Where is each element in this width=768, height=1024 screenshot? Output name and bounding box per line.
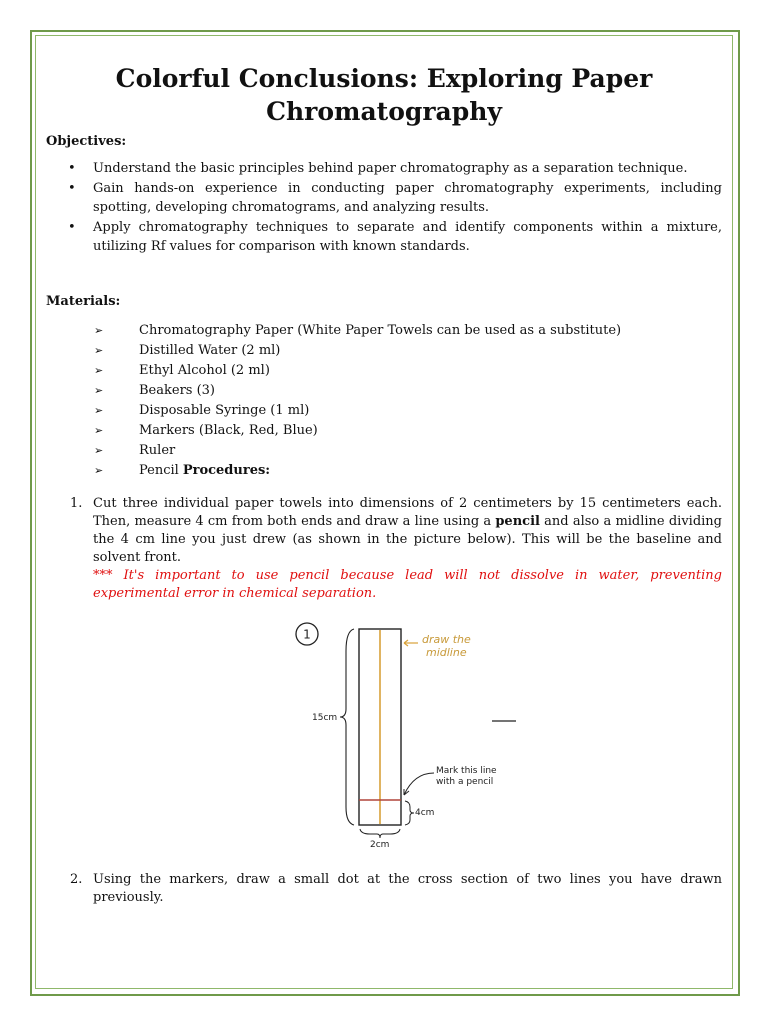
page-title: Colorful Conclusions: Exploring Paper Chromatography: [115, 64, 653, 126]
width-label: 2cm: [370, 840, 390, 849]
step-1-text-before: Cut three individual paper towels into dimensions of 2 centimeters by 15 centimeters each. Then, measure 4 cm from both ends and draw a line using a: [93, 496, 722, 529]
materials-heading: Materials:: [46, 294, 121, 309]
list-item: ➢ Distilled Water (2 ml): [46, 341, 722, 361]
objectives-list: [46, 159, 722, 256]
arrow-bullet-icon: ➢: [94, 344, 104, 357]
step-2-text: Using the markers, draw a small dot at the cross section of two lines you have drawn previously.: [93, 872, 722, 905]
arrow-bullet-icon: ➢: [94, 404, 104, 417]
arrow-bullet-icon: ➢: [94, 364, 104, 377]
step-1-text-after: and also a midline dividing the 4 cm line you just drew (as shown in the picture below). This will be the baseline and solvent front.: [93, 514, 723, 565]
base-label: 4cm: [415, 808, 435, 818]
list-item: • Apply chromatography techniques to separate and identify components within a mixture, utilizing Rf values for comparison with known standards.: [68, 220, 722, 254]
procedures-list: [46, 495, 722, 603]
procedures-heading: Procedures:: [182, 463, 271, 478]
list-item: ➢ Markers (Black, Red, Blue): [46, 421, 722, 441]
objectives-heading: Objectives:: [46, 134, 127, 149]
list-item: ➢ Pencil Procedures:: [46, 461, 722, 481]
list-item: ➢ Ethyl Alcohol (2 ml): [46, 361, 722, 381]
step-circle-label: 1: [303, 627, 311, 642]
mark-label-2: with a pencil: [436, 777, 494, 787]
list-item: ➢ Ruler: [46, 441, 722, 461]
list-item: ➢ Chromatography Paper (White Paper Towels can be used as a substitute): [46, 321, 722, 341]
materials-list: [46, 321, 722, 481]
base-brace: [405, 801, 414, 825]
procedures-list-continued: [46, 871, 722, 907]
arrow-bullet-icon: ➢: [94, 464, 104, 477]
procedure-step-2: [46, 871, 722, 907]
width-brace: [360, 829, 400, 838]
step-number: 1.: [70, 496, 83, 511]
bullet-icon: •: [68, 181, 76, 196]
bullet-icon: •: [68, 220, 76, 235]
document-body: [46, 62, 722, 907]
midline-label-1: draw the: [422, 633, 471, 646]
arrow-bullet-icon: ➢: [94, 444, 104, 457]
list-item: ➢ Disposable Syringe (1 ml): [46, 401, 722, 421]
step-1-bold-word: pencil: [495, 514, 540, 529]
length-label: 15cm: [312, 713, 338, 723]
bullet-icon: •: [68, 161, 76, 176]
paper-strip-diagram: [46, 617, 722, 857]
step-number: 2.: [70, 872, 83, 887]
list-item: • Gain hands-on experience in conducting paper chromatography experiments, including spotting, developing chromatograms, and analyzing results.: [68, 181, 722, 215]
arrow-bullet-icon: ➢: [94, 384, 104, 397]
mark-label-1: Mark this line: [436, 766, 497, 776]
procedure-step-1: [46, 495, 722, 603]
list-item: • Understand the basic principles behind paper chromatography as a separation technique.: [68, 161, 688, 176]
list-item: ➢ Beakers (3): [46, 381, 722, 401]
length-brace: [340, 629, 354, 825]
midline-label-2: midline: [426, 646, 467, 659]
arrow-bullet-icon: ➢: [94, 324, 104, 337]
diagram-svg: [286, 621, 516, 849]
arrow-bullet-icon: ➢: [94, 424, 104, 437]
pencil-note: *** It's important to use pencil because lead will not dissolve in water, preventing experimental error in chemical separation.: [93, 568, 722, 601]
